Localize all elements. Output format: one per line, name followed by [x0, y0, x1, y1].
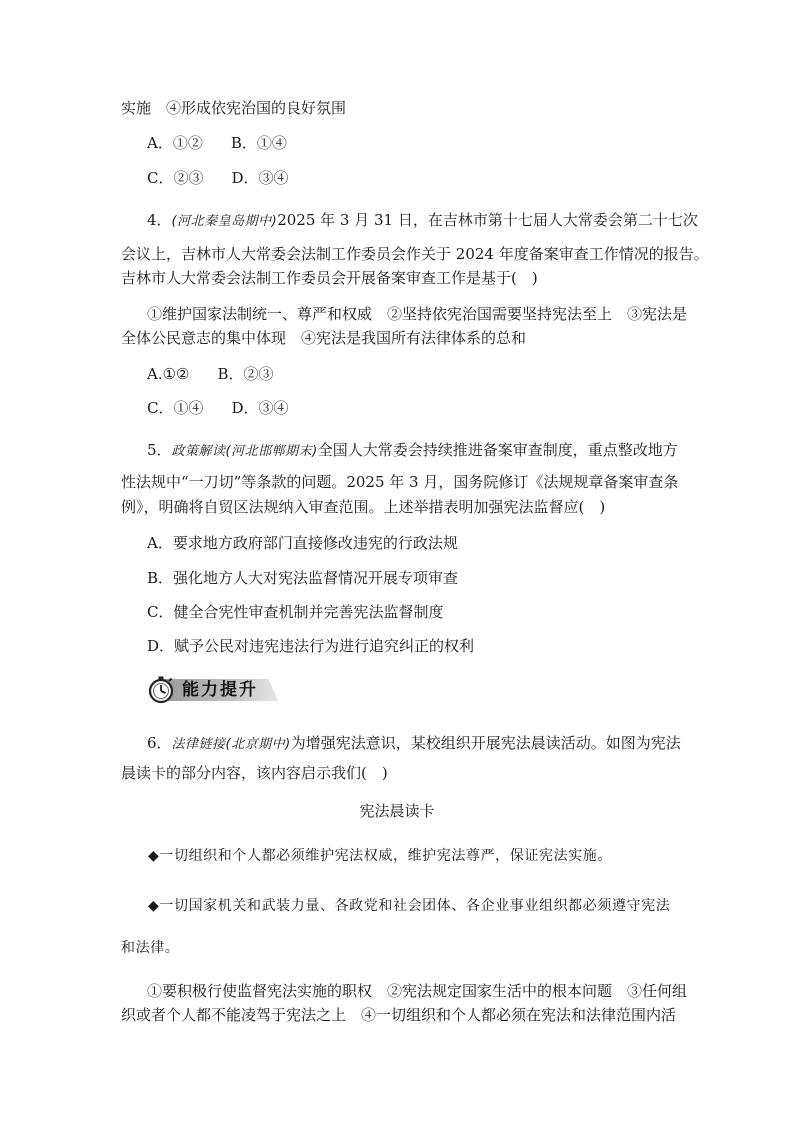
q4-option-d: D．③④ [231, 399, 289, 417]
q3-statement-tail: 实施 ④形成依宪治国的良好氛围 [121, 99, 347, 117]
q5-option-c: C．健全合宪性审查机制并完善宪法监督制度 [147, 603, 444, 621]
q6-source: 法律链接(北京期中) [171, 737, 291, 752]
card-item-1: ◆一切组织和个人都必须维护宪法权威，维护宪法尊严，保证宪法实施。 [148, 848, 612, 864]
q4-option-c: C．①④ [147, 399, 204, 417]
q4-stem-line1 [147, 210, 698, 232]
section-title: 能力提升 [182, 680, 258, 700]
q5-number: 5． [147, 441, 172, 459]
q5-stem-line3: 例》，明确将自贸区法规纳入审查范围。上述举措表明加强宪法监督应( ) [121, 498, 606, 516]
stopwatch-icon [146, 674, 176, 704]
q5-stem-line2: 性法规中“一刀切”等条款的问题。2025 年 3 月，国务院修订《法规规章备案审查条 [121, 473, 679, 491]
q4-source: (河北秦皇岛期中) [171, 214, 278, 229]
q3-option-a: A．①② [147, 134, 203, 152]
q4-statements-line2: 全体公民意志的集中体现 ④宪法是我国所有法律体系的总和 [121, 329, 527, 347]
q4-option-a: A.①② [147, 365, 190, 383]
q3-option-b: B．①④ [230, 134, 287, 152]
q5-stem-line1 [147, 440, 678, 462]
q3-option-c: C．②③ [147, 169, 204, 187]
q4-stem-text1: 2025 年 3 月 31 日，在吉林市第十七届人大常委会第二十七次 [277, 211, 698, 229]
q4-stem-line2: 会议上，吉林市人大常委会法制工作委员会作关于 2024 年度备案审查工作情况的报告。 [121, 245, 709, 263]
q5-option-d: D．赋予公民对违宪违法行为进行追究纠正的权利 [147, 637, 475, 655]
q4-stem-line3: 吉林市人大常委会法制工作委员会开展备案审查工作是基于( ) [121, 269, 538, 287]
q4-number: 4． [147, 211, 172, 229]
q6-stem-text1: 为增强宪法意识，某校组织开展宪法晨读活动。如图为宪法 [290, 734, 681, 752]
q4-options-row1 [147, 364, 274, 384]
q5-option-a: A．要求地方政府部门直接修改违宪的行政法规 [147, 534, 458, 552]
q4-statements-line1: ①维护国家法制统一、尊严和权威 ②坚持依宪治国需要坚持宪法至上 ③宪法是 [147, 305, 688, 323]
q3-options-row1 [147, 133, 287, 153]
card-item-2-line2: 和法律。 [121, 940, 180, 956]
section-banner [146, 674, 278, 704]
card-item-2-line1: ◆一切国家机关和武装力量、各政党和社会团体、各企业事业组织都必须遵守宪法 [148, 898, 671, 914]
q6-number: 6． [147, 734, 172, 752]
card-title: 宪法晨读卡 [359, 802, 435, 820]
q6-stem-line1 [147, 733, 681, 755]
q3-option-d: D．③④ [231, 169, 289, 187]
q4-option-b: B．②③ [217, 365, 274, 383]
q5-option-b: B．强化地方人大对宪法监督情况开展专项审查 [147, 569, 459, 587]
q5-source: 政策解读(河北邯郸期末) [171, 444, 318, 459]
q6-statements-line1: ①要积极行使监督宪法实施的职权 ②宪法规定国家生活中的根本问题 ③任何组 [147, 982, 688, 1000]
q6-stem-line2: 晨读卡的部分内容，该内容启示我们( ) [121, 764, 388, 782]
q4-options-row2 [147, 398, 289, 418]
q3-options-row2 [147, 168, 289, 188]
q6-statements-line2: 织或者个人都不能凌驾于宪法之上 ④一切组织和个人都必须在宪法和法律范围内活 [121, 1006, 677, 1024]
q5-stem-text1: 全国人大常委会持续推进备案审查制度，重点整改地方 [317, 441, 678, 459]
